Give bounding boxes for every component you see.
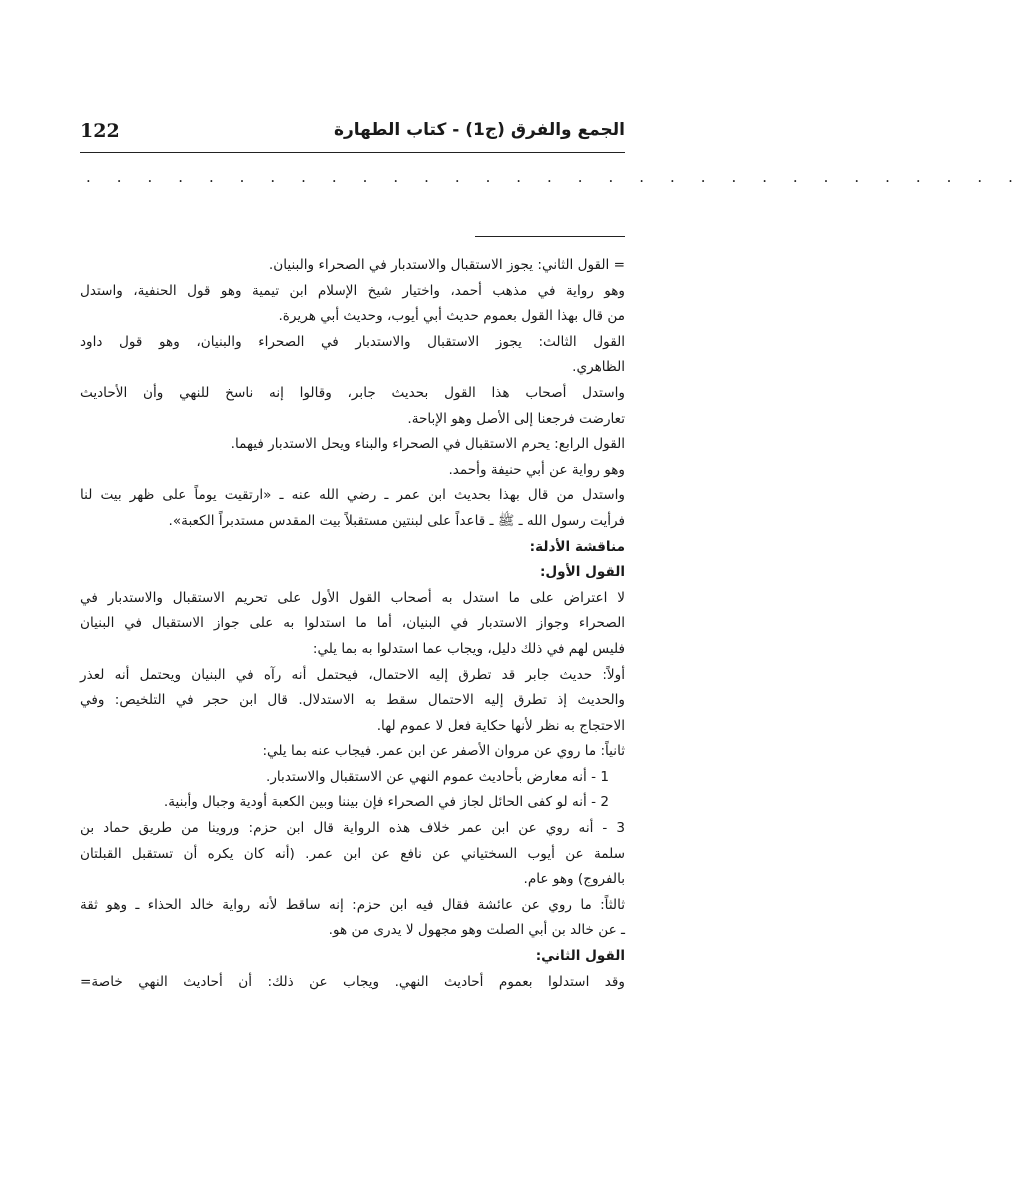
text-line: القول الرابع: يحرم الاستقبال في الصحراء والبناء ويحل الاستدبار فيهما. — [230, 436, 625, 453]
text-line: ثانياً: ما روي عن مروان الأصفر عن ابن عمر. فيجاب عنه بما يلي: — [262, 743, 625, 760]
dotted-separator: · · · · · · · · · · · · · · · · · · · · · · · · · · · · · · · — [86, 172, 1023, 190]
text-line: من قال بهذا القول بعموم حديث أبي أيوب، وحديث أبي هريرة. — [278, 308, 625, 325]
text-line: والحديث إذ تطرق إليه الاحتمال سقط به الاستدلال. قال ابن حجر في التلخيص: وفي — [80, 692, 625, 709]
list-item: 1 - أنه معارض بأحاديث عموم النهي عن الاستقبال والاستدبار. — [266, 768, 609, 785]
section-heading: القول الثاني: — [535, 948, 625, 965]
text-line: وهو رواية في مذهب أحمد، واختيار شيخ الإسلام ابن تيمية وهو قول الحنفية، واستدل — [80, 282, 625, 299]
text-line: ـ عن خالد بن أبي الصلت وهو مجهول لا يدرى من هو. — [328, 922, 625, 939]
text-line: أولاً: حديث جابر قد تطرق إليه الاحتمال، فيحتمل أنه رآه في البنيان ويحتمل أنه لعذر — [80, 666, 625, 683]
text-line: لا اعتراض على ما استدل به أصحاب القول الأول على تحريم الاستقبال والاستدبار في — [80, 589, 625, 606]
text-line: القول الثالث: يجوز الاستقبال والاستدبار في الصحراء والبنيان، وهو قول داود — [80, 333, 625, 350]
body-text — [80, 253, 625, 995]
list-item: 3 - أنه روي عن ابن عمر خلاف هذه الرواية قال ابن حزم: وروينا من طريق حماد بن — [80, 820, 625, 837]
text-line: وقد استدلوا بعموم أحاديث النهي. ويجاب عن ذلك: أن أحاديث النهي خاصة= — [80, 973, 625, 990]
footnote-rule — [475, 236, 625, 237]
text-line: فرأيت رسول الله ـ ﷺ ـ قاعداً على لبنتين مستقبلاً بيت المقدس مستدبراً الكعبة». — [168, 512, 625, 529]
text-line: الاحتجاج به نظر لأنها حكاية فعل لا عموم لها. — [376, 717, 625, 734]
text-line: واستدل من قال بهذا بحديث ابن عمر ـ رضي الله عنه ـ «ارتقيت يوماً على ظهر بيت لنا — [80, 487, 625, 504]
running-title: الجمع والفرق (ج1) - كتاب الطهارة — [333, 120, 625, 140]
text-line: تعارضت فرجعنا إلى الأصل وهو الإباحة. — [407, 410, 625, 427]
section-heading: مناقشة الأدلة: — [529, 538, 625, 555]
text-line: وهو رواية عن أبي حنيفة وأحمد. — [448, 461, 625, 478]
text-line: سلمة عن أيوب السختياني عن نافع عن ابن عمر. (أنه كان يكره أن تستقبل القبلتان — [80, 845, 625, 862]
section-heading: القول الأول: — [539, 564, 625, 581]
text-line: واستدل أصحاب هذا القول بحديث جابر، وقالوا إنه ناسخ للنهي وأن الأحاديث — [80, 384, 625, 401]
text-line: = القول الثاني: يجوز الاستقبال والاستدبار في الصحراء والبنيان. — [268, 257, 625, 273]
list-item: 2 - أنه لو كفى الحائل لجاز في الصحراء فإن بيننا وبين الكعبة أودية وجبال وأبنية. — [163, 794, 609, 811]
text-line: فليس لهم في ذلك دليل، ويجاب عما استدلوا به بما يلي: — [312, 640, 625, 657]
text-line: الصحراء وجواز الاستدبار في البنيان، أما ما استدلوا به على جواز الاستقبال في البنيان — [80, 615, 625, 632]
text-line: بالفروج) وهو عام. — [523, 871, 625, 888]
page-header — [80, 118, 625, 153]
text-line: الظاهري. — [572, 359, 625, 376]
text-line: ثالثاً: ما روي عن عائشة فقال فيه ابن حزم: إنه ساقط لأنه رواية خالد الحذاء ـ وهو ثقة — [80, 896, 625, 913]
page-number: 122 — [80, 120, 120, 142]
